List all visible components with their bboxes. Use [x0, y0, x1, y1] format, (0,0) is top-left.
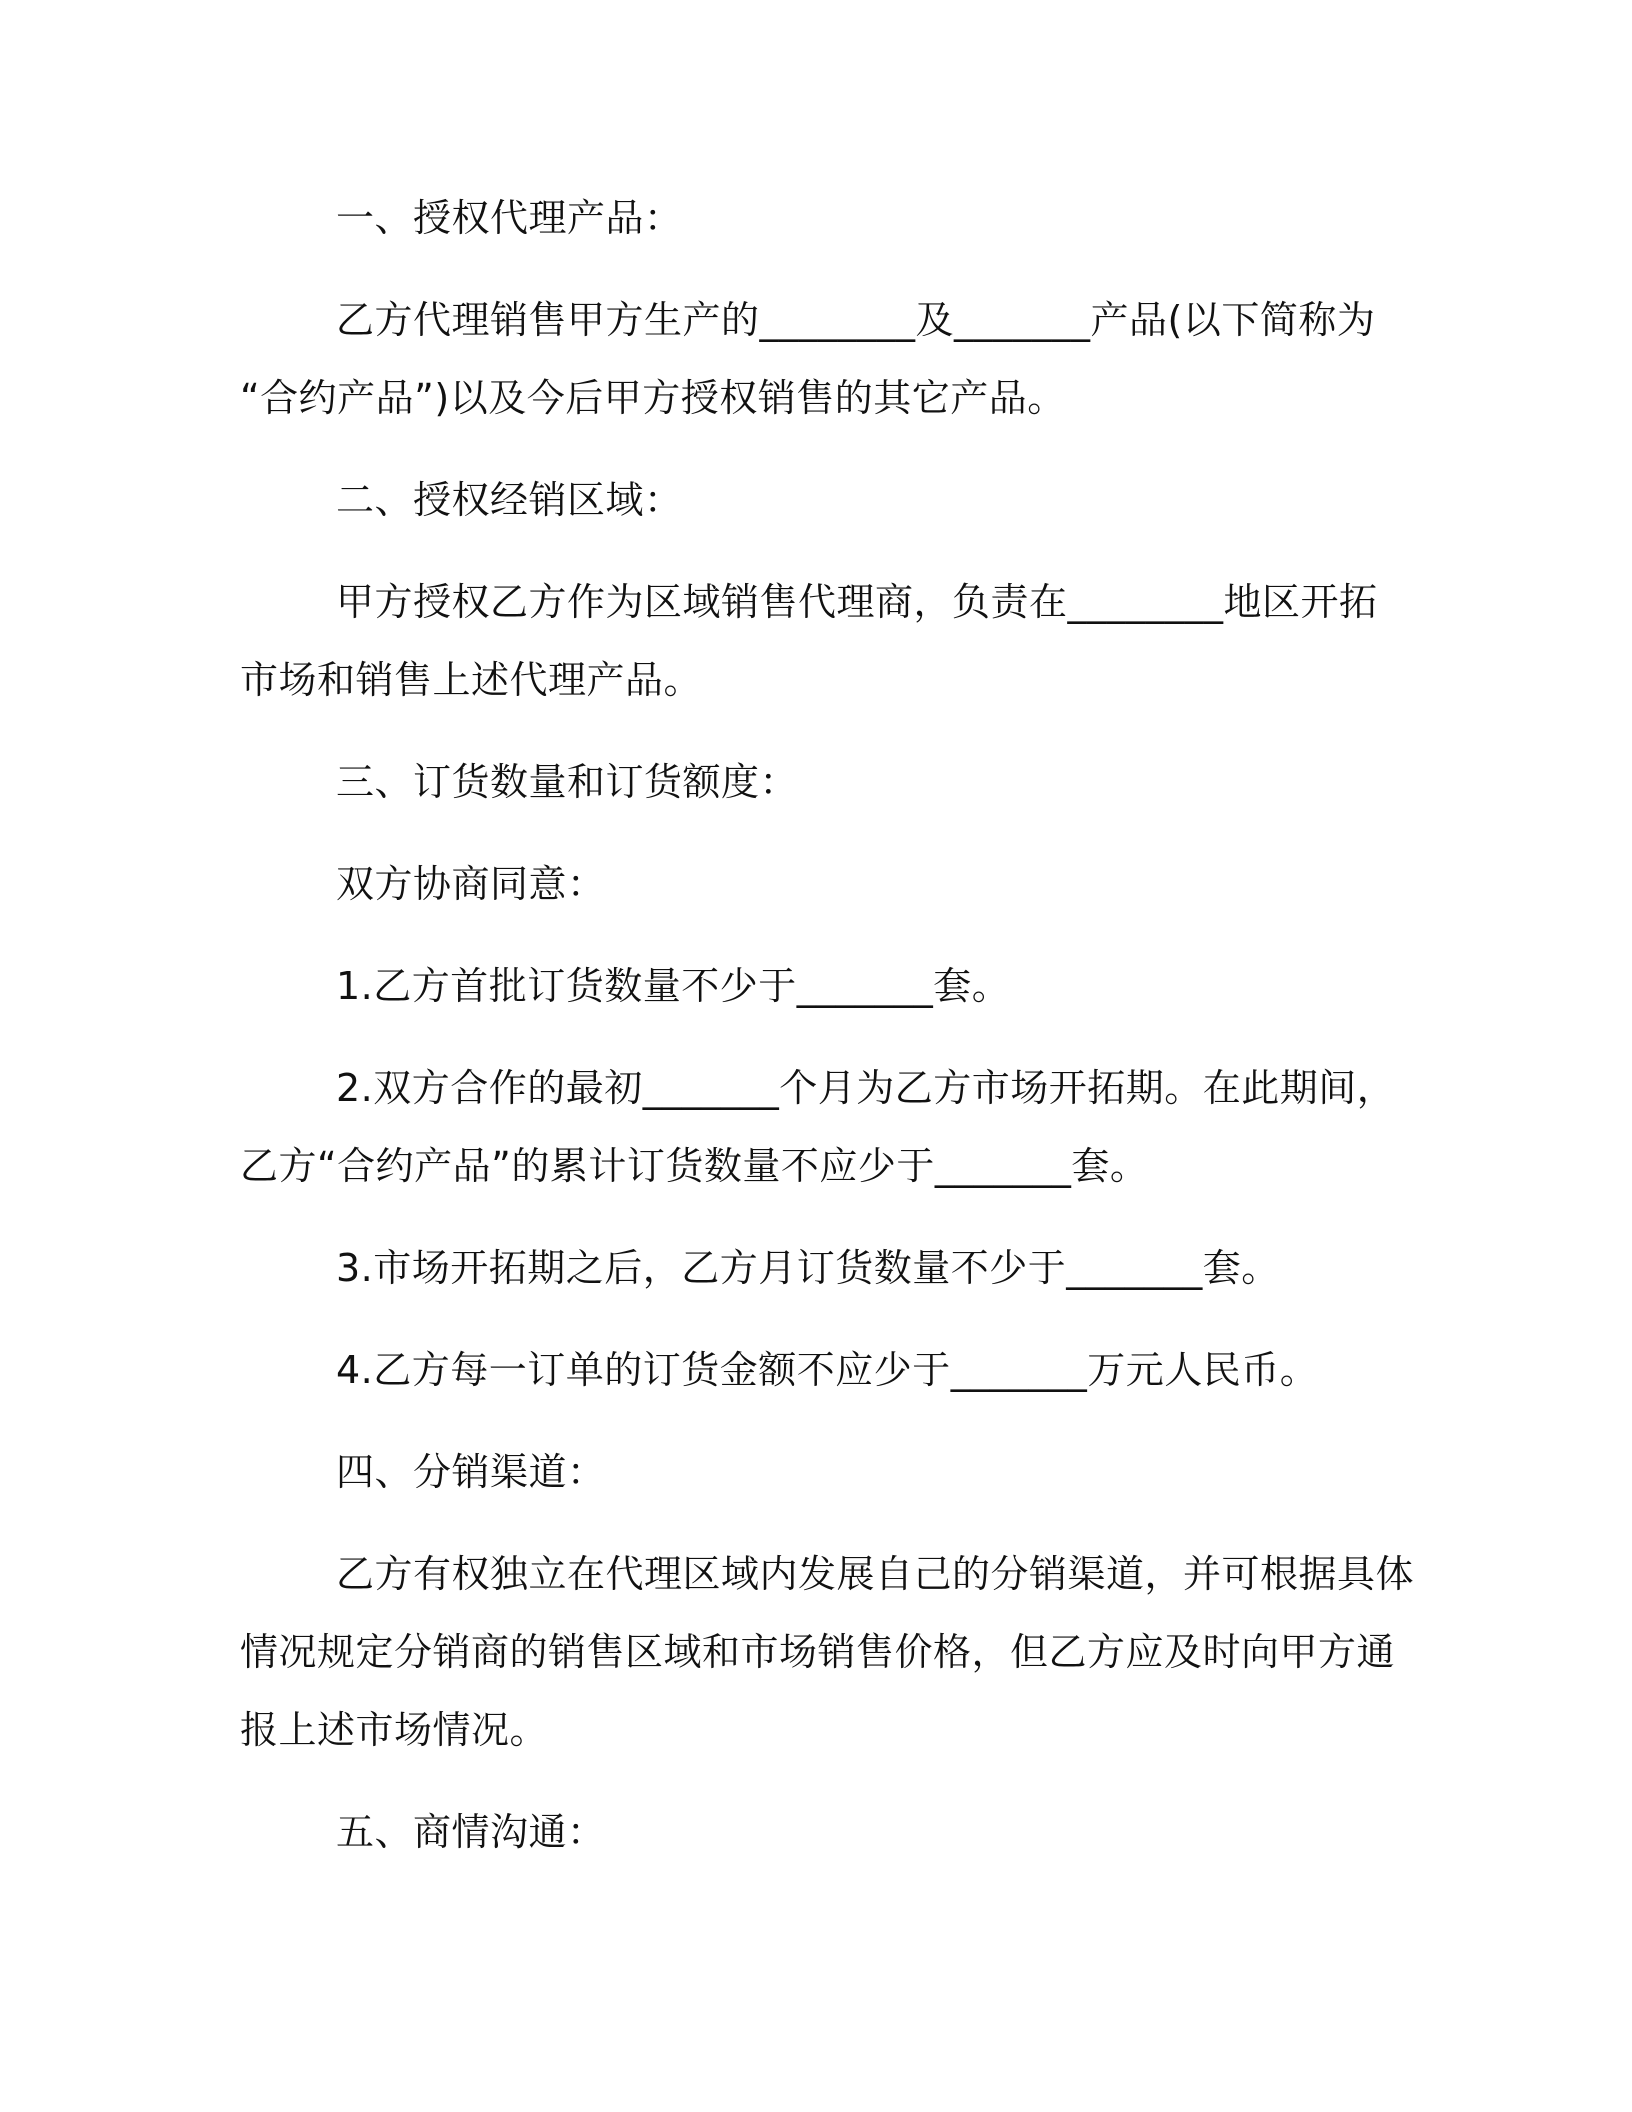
section-heading-1: 一、授权代理产品：: [336, 196, 683, 240]
paragraph-line: 乙方有权独立在代理区域内发展自己的分销渠道，并可根据具体: [336, 1552, 1415, 1596]
list-item: 4.乙方每一订单的订货金额不应少于_______万元人民币。: [336, 1348, 1319, 1392]
list-item: 3.市场开拓期之后，乙方月订货数量不少于_______套。: [336, 1246, 1280, 1290]
paragraph-line: 乙方代理销售甲方生产的________及_______产品(以下简称为: [336, 298, 1376, 342]
paragraph-line: 甲方授权乙方作为区域销售代理商，负责在________地区开拓: [336, 580, 1378, 624]
section-heading-4: 四、分销渠道：: [336, 1450, 606, 1494]
paragraph-line: “合约产品”)以及今后甲方授权销售的其它产品。: [240, 376, 1066, 420]
paragraph-line: 报上述市场情况。: [240, 1708, 549, 1752]
section-heading-5: 五、商情沟通：: [336, 1810, 606, 1854]
paragraph-line: 市场和销售上述代理产品。: [240, 658, 703, 702]
section-heading-3: 三、订货数量和订货额度：: [336, 760, 799, 804]
section-heading-2: 二、授权经销区域：: [336, 478, 683, 522]
list-item: 1.乙方首批订货数量不少于_______套。: [336, 964, 1011, 1008]
paragraph-line: 情况规定分销商的销售区域和市场销售价格，但乙方应及时向甲方通: [240, 1630, 1396, 1674]
list-item: 2.双方合作的最初_______个月为乙方市场开拓期。在此期间，: [336, 1066, 1396, 1110]
paragraph-line: 双方协商同意：: [336, 862, 606, 906]
list-item-continuation: 乙方“合约产品”的累计订货数量不应少于_______套。: [240, 1144, 1149, 1188]
